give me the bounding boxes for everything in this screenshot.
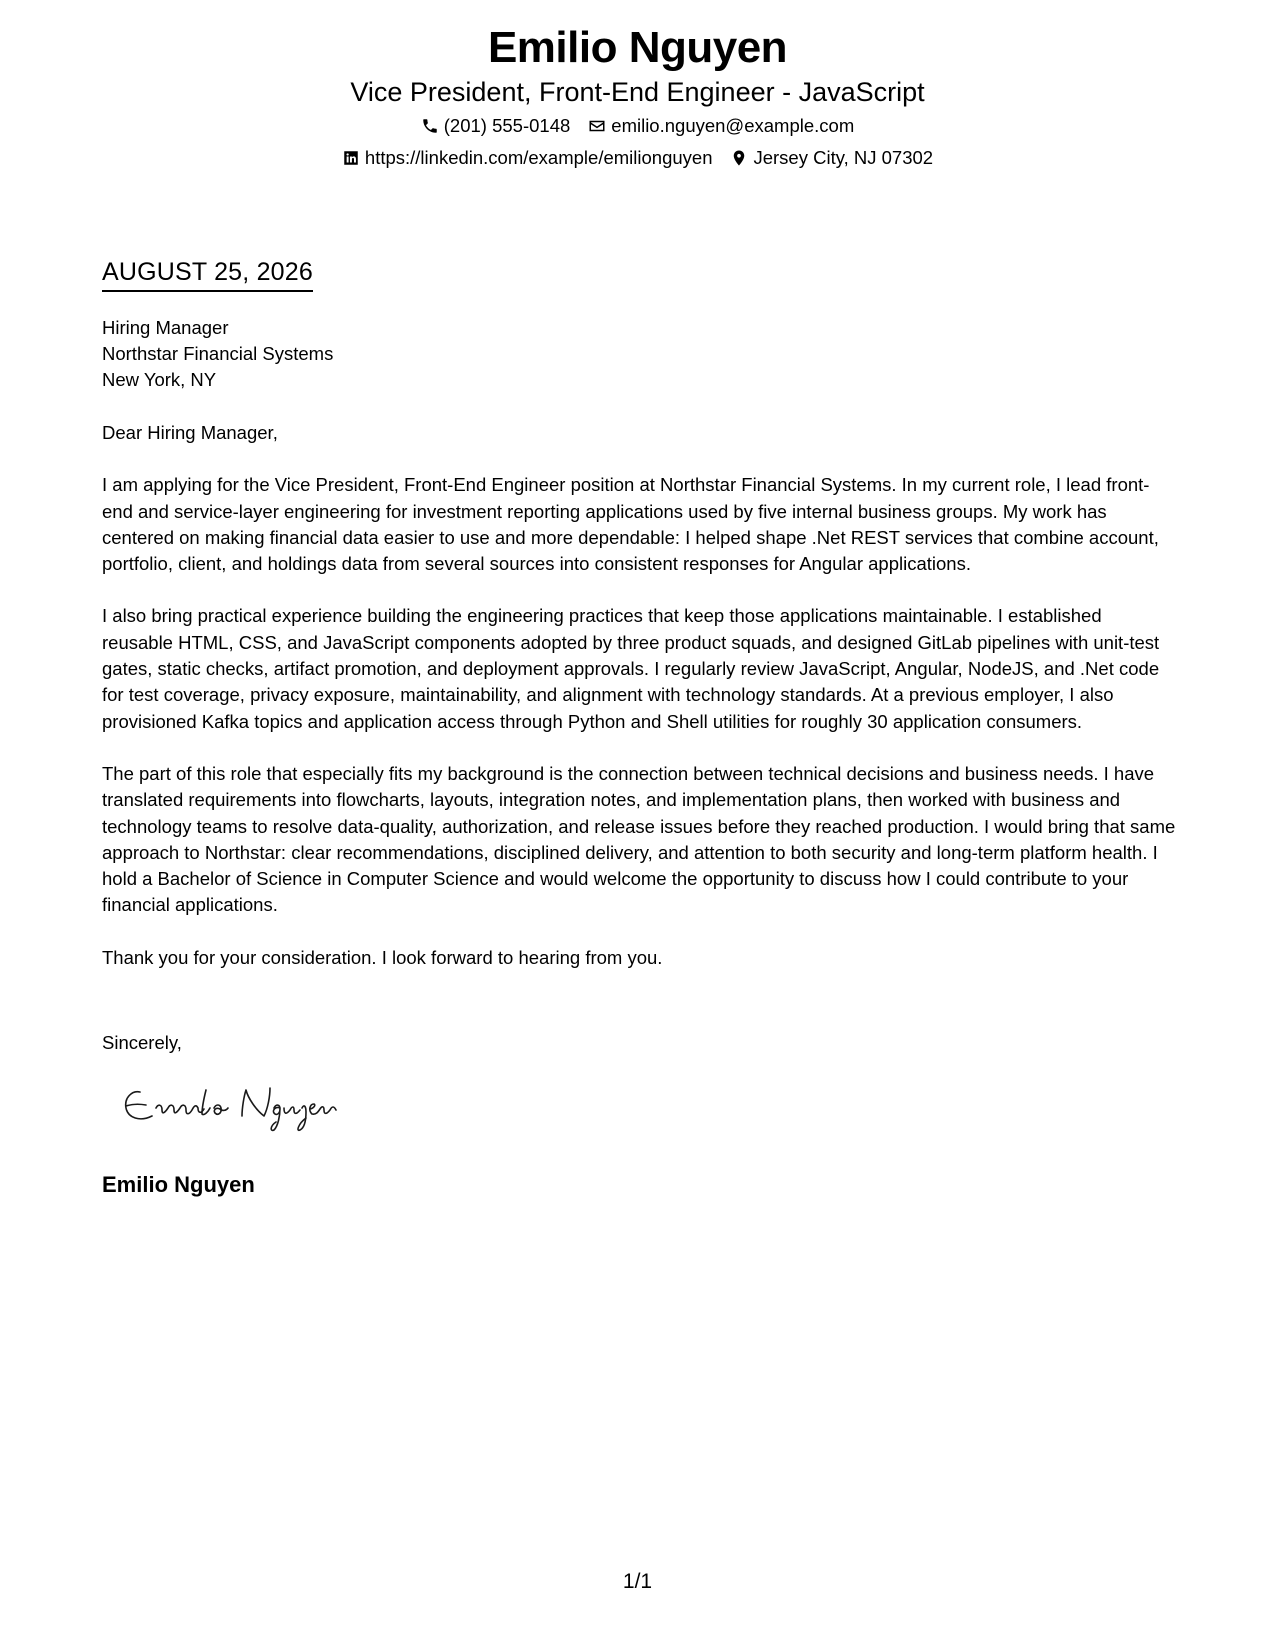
page-number: 1/1 [622,1570,653,1593]
phone-contact[interactable] [421,110,571,142]
phone-icon [421,117,439,135]
linkedin-url: https://linkedin.com/example/emilionguyen [364,147,713,168]
email-address: emilio.nguyen@example.com [611,115,855,136]
recipient-line-1: Hiring Manager [102,317,229,338]
recipient-block [102,315,333,393]
salutation: Dear Hiring Manager, [102,422,278,443]
letter-body [102,420,1177,997]
email-contact[interactable] [588,110,854,142]
closing: Sincerely, [102,1032,182,1053]
applicant-name: Emilio Nguyen [487,23,788,72]
phone-number: (201) 555-0148 [443,115,571,136]
linkedin-contact[interactable] [342,142,713,174]
body-paragraph-4: Thank you for your consideration. I look forward to hearing from you. [102,946,663,968]
map-pin-icon [730,149,748,167]
letter-header [0,20,1275,174]
linkedin-icon [342,149,360,167]
recipient-line-3: New York, NY [102,369,217,390]
envelope-icon [588,117,606,135]
body-paragraph-1: I am applying for the Vice President, Front-End Engineer position at Northstar Financial Systems. In my current role, I lead front-end and service-layer engineering for investment reporting applications used by five internal business groups. My work has centered on making financial data easier to use and more dependable: I helped shape .Net REST services that combine account, portfolio, client, and holdings data from several sources into consistent responses for Angular applications. [102,474,1159,575]
location-text: Jersey City, NJ 07302 [753,147,934,168]
location-contact [730,142,933,174]
letter-date: AUGUST 25, 2026 [102,256,313,292]
applicant-title: Vice President, Front-End Engineer - JavaScript [350,77,925,107]
body-paragraph-2: I also bring practical experience building the engineering practices that keep those applications maintainable. I established reusable HTML, CSS, and JavaScript components adopted by three product squads, and designed GitLab pipelines with unit-test gates, static checks, artifact promotion, and deployment approvals. I regularly review JavaScript, Angular, NodeJS, and .Net code for test coverage, privacy exposure, maintainability, and alignment with technology standards. At a previous employer, I also provisioned Kafka topics and application access through Python and Shell utilities for roughly 30 application consumers. [102,605,1160,732]
recipient-line-2: Northstar Financial Systems [102,343,334,364]
contact-row-secondary [0,142,1275,174]
body-paragraph-3: The part of this role that especially fits my background is the connection between technical decisions and business needs. I have translated requirements into flowcharts, layouts, integration notes, and implementation plans, then worked with business and technology teams to resolve data-quality, authorization, and release issues before they reached production. I would bring that same approach to Northstar: clear recommendations, disciplined delivery, and attention to both security and long-term platform health. I hold a Bachelor of Science in Computer Science and would welcome the opportunity to discuss how I could contribute to your financial applications. [102,762,1176,916]
handwritten-signature [118,1078,348,1134]
contact-row-primary [0,110,1275,142]
signer-name: Emilio Nguyen [102,1172,255,1197]
